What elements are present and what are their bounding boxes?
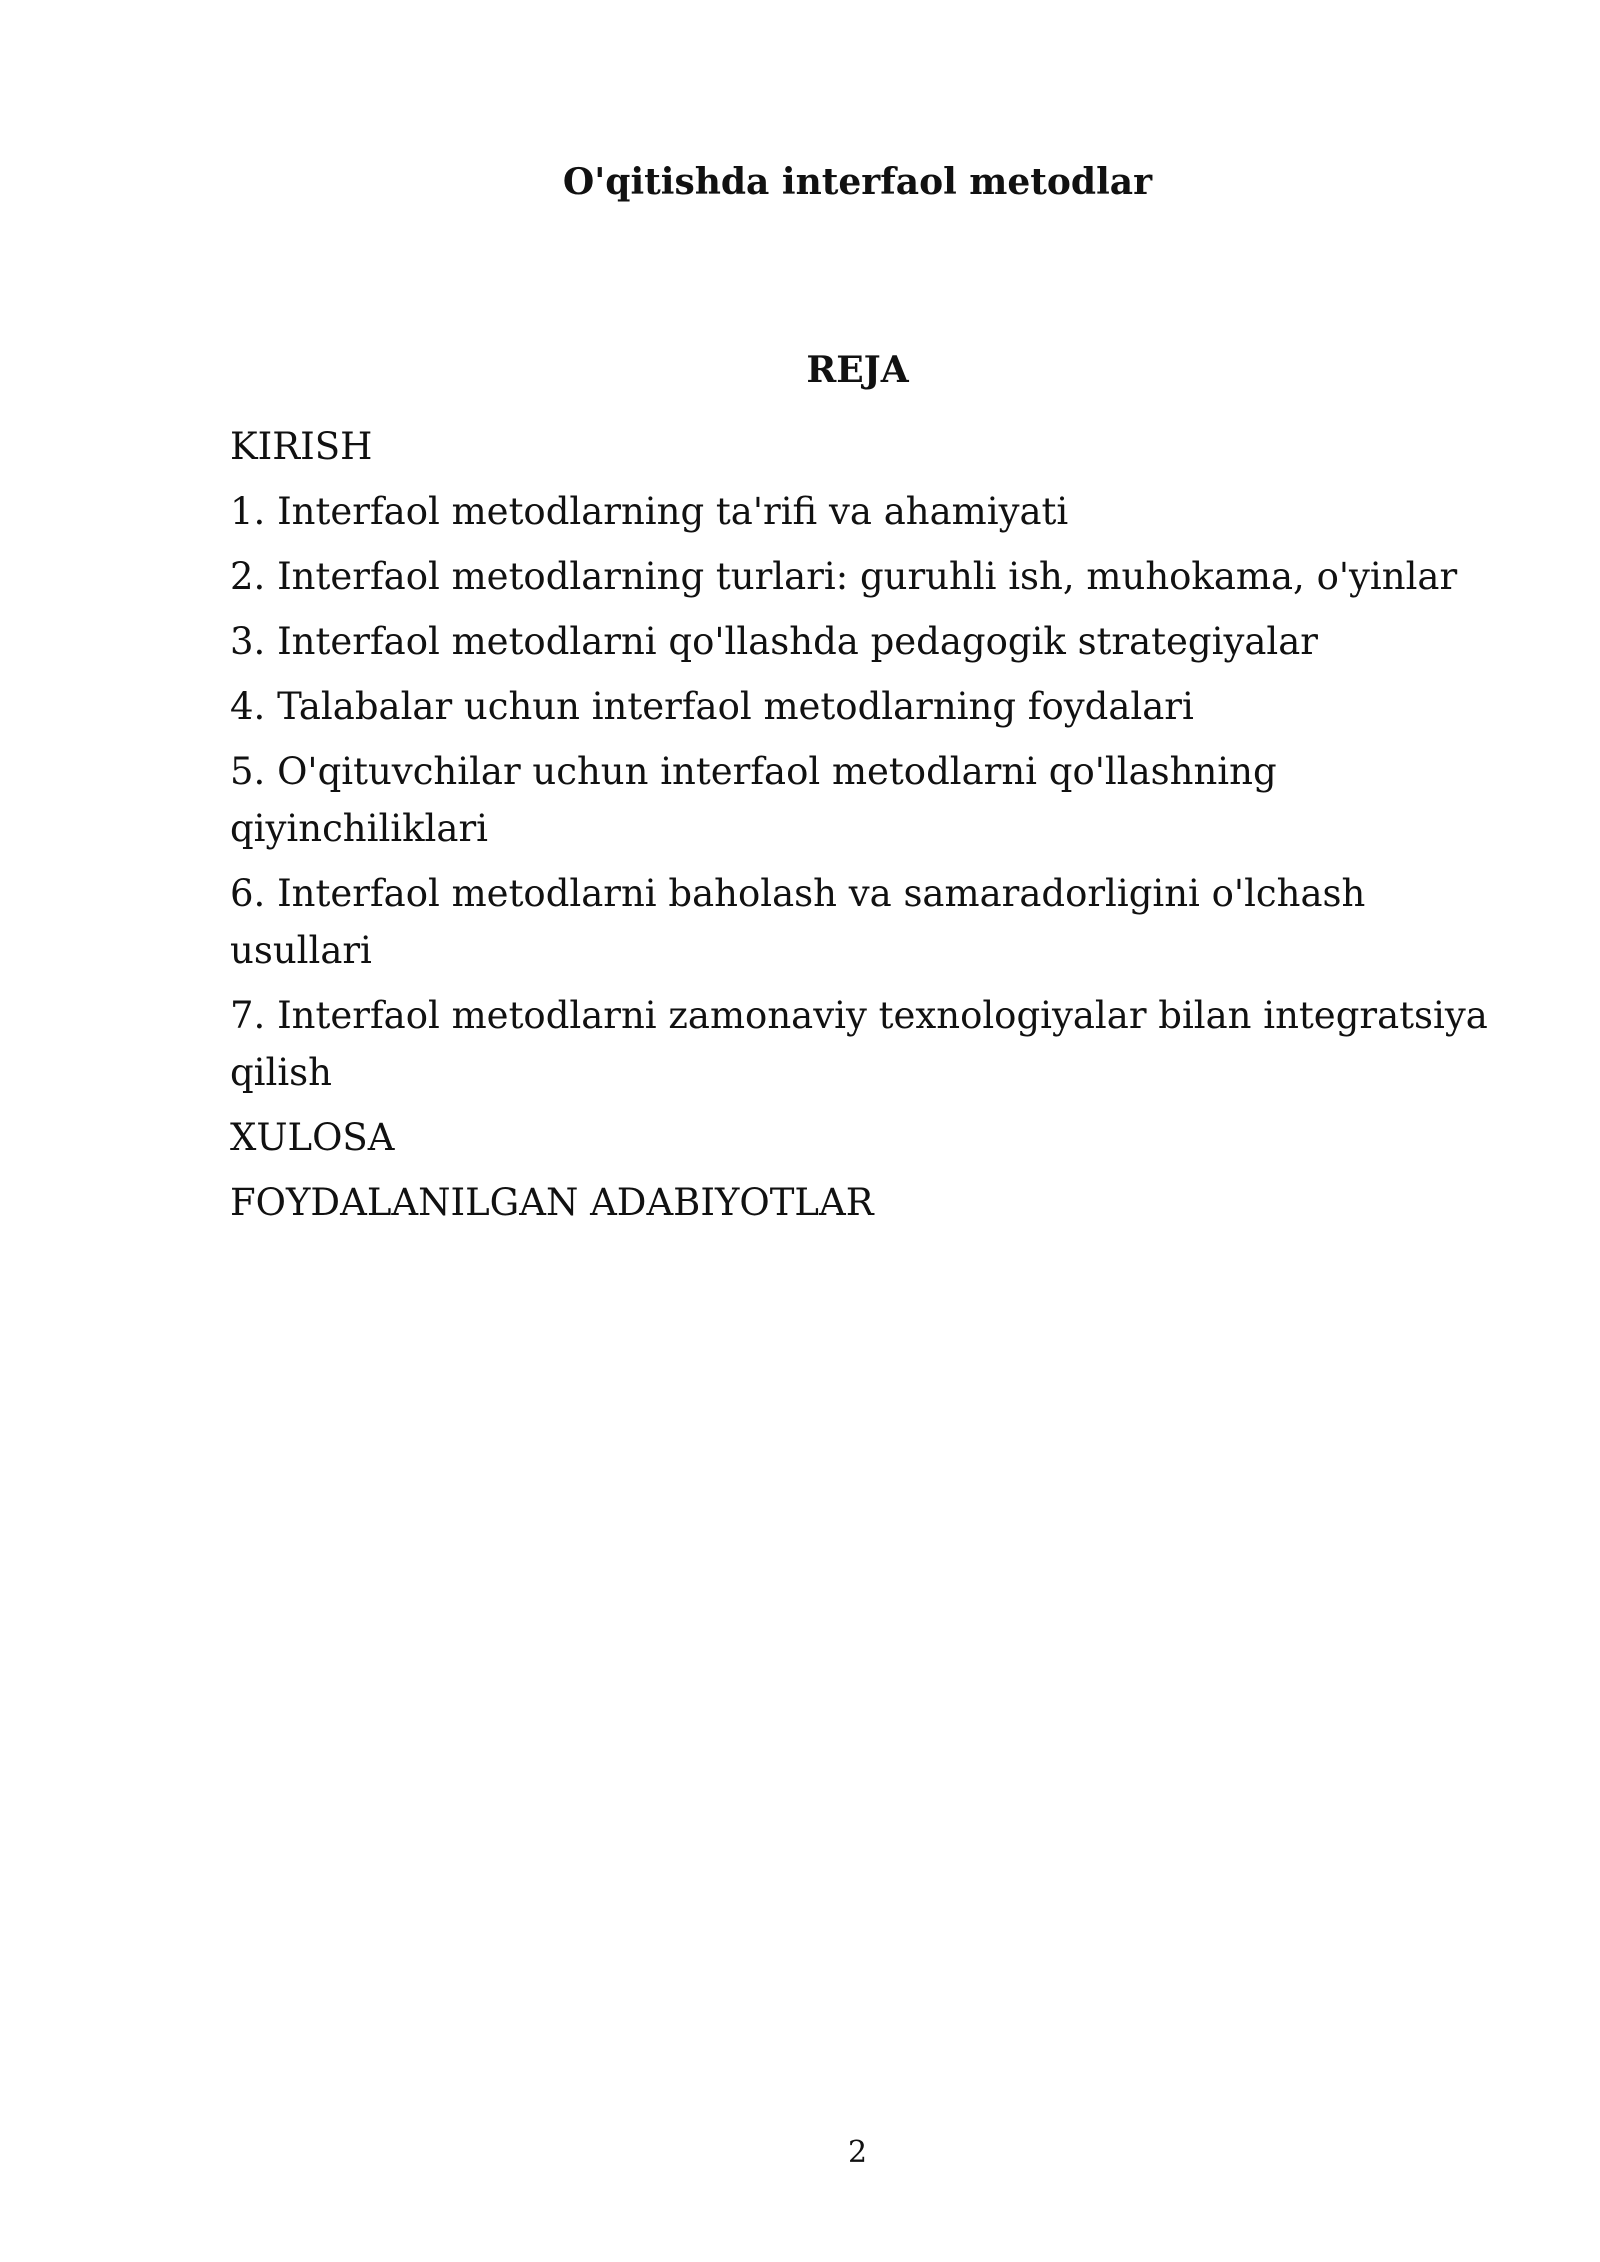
- document-title: O'qitishda interfaol metodlar: [562, 161, 1153, 203]
- plan-heading: REJA: [806, 349, 909, 391]
- toc-item-7: 7. Interfaol metodlarni zamonaviy texnologiyalar bilan integratsiya qilish: [230, 994, 1488, 1094]
- toc-item-6: 6. Interfaol metodlarni baholash va samaradorligini o'lchash usullari: [230, 872, 1366, 972]
- toc-item-2: 2. Interfaol metodlarning turlari: guruhli ish, muhokama, o'yinlar: [230, 555, 1458, 598]
- toc-item-intro: KIRISH: [230, 425, 373, 468]
- title-container: [230, 160, 1485, 204]
- toc-item-5: 5. O'qituvchilar uchun interfaol metodlarni qo'llashning qiyinchiliklari: [230, 750, 1277, 850]
- toc-item-references: FOYDALANILGAN ADABIYOTLAR: [230, 1181, 874, 1224]
- table-of-contents: [230, 418, 1490, 1239]
- plan-heading-container: [230, 348, 1485, 392]
- toc-item-conclusion: XULOSA: [230, 1116, 395, 1159]
- toc-item-3: 3. Interfaol metodlarni qo'llashda pedagogik strategiyalar: [230, 620, 1318, 663]
- toc-item-1: 1. Interfaol metodlarning ta'rifi va ahamiyati: [230, 490, 1069, 533]
- page-number: 2: [847, 2135, 868, 2170]
- toc-item-4: 4. Talabalar uchun interfaol metodlarning foydalari: [230, 685, 1194, 728]
